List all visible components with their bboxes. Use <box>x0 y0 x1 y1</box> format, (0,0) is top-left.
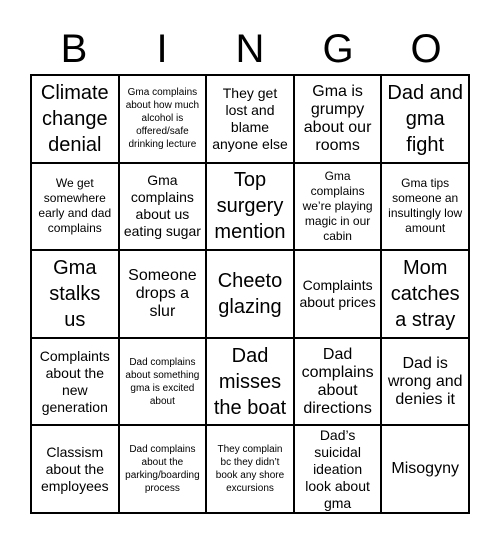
bingo-cell-i1[interactable] <box>119 75 207 163</box>
cell-label: Dad complains about the parking/boarding process <box>125 444 200 495</box>
bingo-cell-n5[interactable] <box>206 425 294 513</box>
bingo-cell-g4[interactable] <box>294 338 382 426</box>
header-letter-b: B <box>60 27 88 71</box>
cell-label: Dad and gma fight <box>387 81 463 156</box>
bingo-cell-n4[interactable] <box>206 338 294 426</box>
cell-label: Dad complains about directions <box>301 345 374 417</box>
cell-label: Complaints about prices <box>299 276 376 310</box>
cell-label: Gma stalks us <box>49 256 101 331</box>
cell-label: Dad misses the boat <box>213 344 287 419</box>
bingo-cell-b5[interactable] <box>31 425 119 513</box>
header-letter-o: O <box>410 27 442 71</box>
bingo-cell-i3[interactable] <box>119 250 207 338</box>
bingo-cell-o4[interactable] <box>381 338 469 426</box>
bingo-cell-g5[interactable] <box>294 425 382 513</box>
cell-label: Cheeto glazing <box>217 269 283 318</box>
bingo-cell-g1[interactable] <box>294 75 382 163</box>
bingo-cell-i5[interactable] <box>119 425 207 513</box>
cell-label: Climate change denial <box>40 81 109 156</box>
bingo-cell-n2[interactable] <box>206 163 294 251</box>
bingo-cell-n3[interactable] <box>206 250 294 338</box>
cell-label: Dad is wrong and denies it <box>387 354 463 408</box>
bingo-cell-o5[interactable] <box>381 425 469 513</box>
header-letter-i: I <box>156 27 168 71</box>
bingo-cell-b4[interactable] <box>31 338 119 426</box>
cell-label: We get somewhere early and dad complains <box>38 176 112 236</box>
cell-label: Dad complains about something gma is excited about <box>125 356 200 407</box>
cell-label: Gma complains about us eating sugar <box>123 172 201 240</box>
bingo-cell-g3[interactable] <box>294 250 382 338</box>
bingo-cell-b1[interactable] <box>31 75 119 163</box>
bingo-cell-g2[interactable] <box>294 163 382 251</box>
bingo-cell-n1[interactable] <box>206 75 294 163</box>
cell-label: Mom catches a stray <box>390 256 460 331</box>
bingo-cell-b3[interactable] <box>31 250 119 338</box>
bingo-cell-o3[interactable] <box>381 250 469 338</box>
cell-label: Top surgery mention <box>214 169 286 244</box>
cell-label: Gma is grumpy about our rooms <box>303 82 372 154</box>
cell-label: Misogyny <box>391 460 459 478</box>
cell-label: Complaints about the new generation <box>39 347 110 415</box>
bingo-cell-o2[interactable] <box>381 163 469 251</box>
cell-label: Someone drops a slur <box>128 266 197 320</box>
cell-label: Gma complains about how much alcohol is offered/safe drinking lecture <box>125 87 200 151</box>
bingo-cell-i2[interactable] <box>119 163 207 251</box>
bingo-grid <box>30 74 470 514</box>
cell-label: Classism about the employees <box>40 443 109 494</box>
bingo-header <box>30 24 470 74</box>
bingo-cell-o1[interactable] <box>381 75 469 163</box>
bingo-cell-i4[interactable] <box>119 338 207 426</box>
cell-label: Dad’s suicidal ideation look about gma <box>305 426 370 511</box>
cell-label: Gma complains we’re playing magic in our cabin <box>302 168 373 243</box>
cell-label: They complain bc they didn’t book any shore excursions <box>215 444 285 495</box>
cell-label: They get lost and blame anyone else <box>212 84 288 152</box>
header-letter-g: G <box>322 27 354 71</box>
cell-label: Gma tips someone an insultingly low amount <box>388 176 463 236</box>
header-letter-n: N <box>235 27 265 71</box>
bingo-cell-b2[interactable] <box>31 163 119 251</box>
